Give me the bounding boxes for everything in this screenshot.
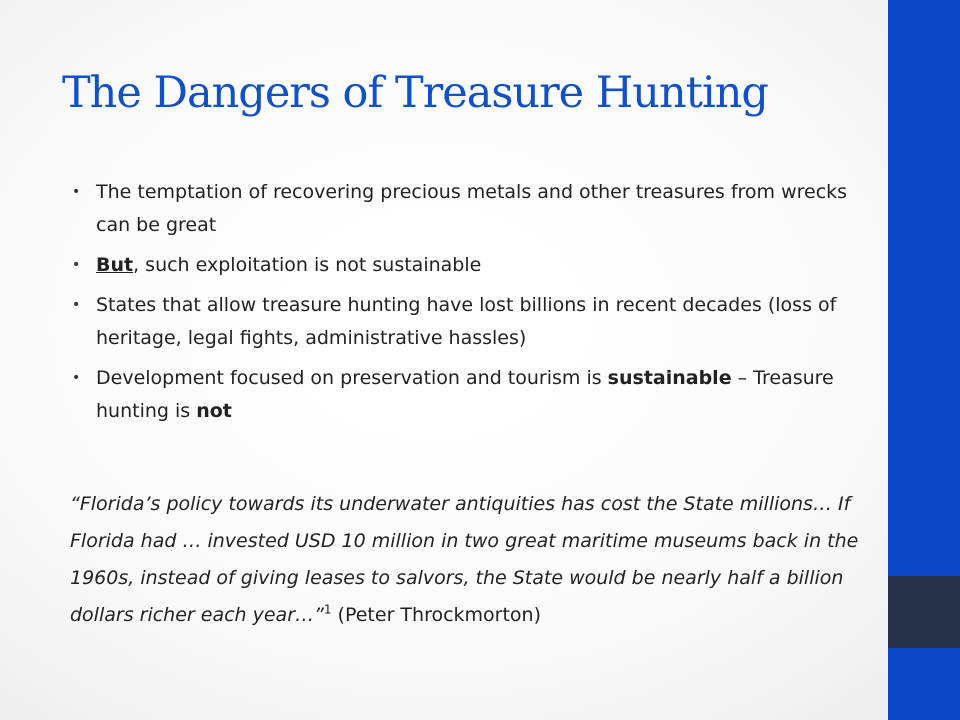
quote-block (70, 486, 860, 634)
bullet-text: Development focused on preservation and tourism is (96, 367, 608, 389)
bullet-text: States that allow treasure hunting have lost billions in recent decades (loss of heritage, legal fights, administrative hassles) (96, 294, 837, 349)
bullet-item (70, 362, 860, 428)
footnote-marker: 1 (323, 602, 332, 617)
bullet-list (70, 176, 860, 435)
quote-attribution: (Peter Throckmorton) (337, 604, 542, 626)
side-accent-bar-bottom (888, 648, 960, 720)
bullet-text: , such exploitation is not sustainable (133, 254, 482, 276)
bullet-dot-icon: • (72, 297, 81, 313)
bullet-dot-icon: • (72, 184, 81, 200)
bullet-emphasis: not (196, 400, 232, 422)
bullet-item (70, 249, 860, 282)
bullet-item (70, 176, 860, 242)
bullet-item (70, 289, 860, 355)
bullet-dot-icon: • (72, 370, 81, 386)
side-accent-block (888, 576, 960, 648)
bullet-emphasis: sustainable (607, 367, 732, 389)
quote-text: “Florida’s policy towards its underwater antiquities has cost the State millions… If Florida had … invested USD 10 million in two great maritime museums back in the 1960s, instead of giving leases to salvors, the State would be nearly half a billion dollars richer each year…” (70, 493, 859, 626)
slide-title: The Dangers of Treasure Hunting (62, 68, 768, 118)
bullet-dot-icon: • (72, 257, 81, 273)
bullet-text: – Treasure hunting is (96, 367, 834, 422)
bullet-emphasis: But (96, 254, 134, 276)
side-accent-bar (888, 0, 960, 576)
bullet-text: The temptation of recovering precious metals and other treasures from wrecks can be great (96, 181, 848, 236)
